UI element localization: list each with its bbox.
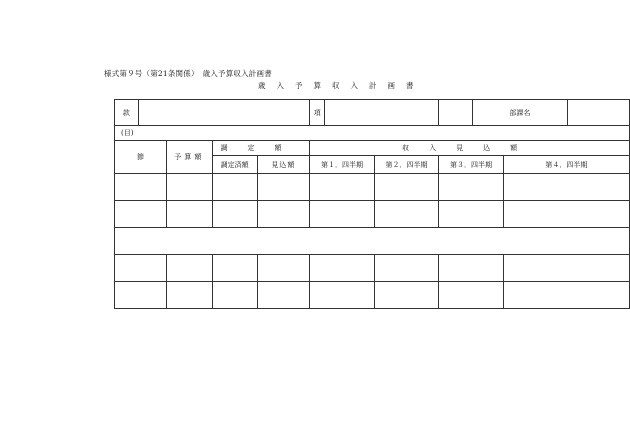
quarter-3-cell[interactable]: [439, 255, 504, 282]
mikomi-cell[interactable]: [257, 201, 310, 228]
table-row: [115, 255, 630, 282]
shunyu-mikomi-gaku-header: 収入見込額: [310, 141, 630, 156]
quarter-3-cell[interactable]: [439, 174, 504, 201]
quarter-2-cell[interactable]: [374, 282, 439, 309]
quarter-1-cell[interactable]: [310, 282, 375, 309]
mikomi-cell[interactable]: [257, 255, 310, 282]
table-row: [115, 201, 630, 228]
setsu-cell[interactable]: [115, 174, 167, 201]
quarter-4-header: 第４．四半期: [503, 156, 629, 174]
quarter-3-cell[interactable]: [439, 282, 504, 309]
quarter-2-cell[interactable]: [374, 201, 439, 228]
yosan-cell[interactable]: [167, 174, 213, 201]
department-label: 部課名: [473, 100, 568, 126]
yosan-gaku-header: 予算額: [167, 141, 213, 174]
kou-spacer: [439, 100, 473, 126]
header-info-row: [115, 100, 630, 126]
mikomi-cell[interactable]: [257, 282, 310, 309]
quarter-4-cell[interactable]: [503, 282, 629, 309]
column-header-row-1: [115, 141, 630, 156]
yosan-cell[interactable]: [167, 282, 213, 309]
kan-label: 款: [115, 100, 139, 126]
setsu-cell[interactable]: [115, 282, 167, 309]
quarter-3-header: 第３．四半期: [439, 156, 504, 174]
chotei-sumi-header: 調定済額: [212, 156, 257, 174]
moku-row: [115, 126, 630, 141]
mikomi-header: 見込額: [257, 156, 310, 174]
quarter-1-cell[interactable]: [310, 174, 375, 201]
chotei-gaku-header: 調定額: [212, 141, 310, 156]
merged-row: [115, 228, 630, 255]
kou-field[interactable]: [325, 100, 439, 126]
quarter-2-header: 第２．四半期: [374, 156, 439, 174]
yosan-cell[interactable]: [167, 201, 213, 228]
table-row: [115, 174, 630, 201]
chotei-sumi-cell[interactable]: [212, 282, 257, 309]
form-number: 様式第９号（第21条関係） 歳入予算収入計画書: [104, 69, 272, 78]
kou-label: 項: [310, 100, 325, 126]
chotei-sumi-cell[interactable]: [212, 255, 257, 282]
quarter-2-cell[interactable]: [374, 174, 439, 201]
revenue-plan-table: [114, 99, 630, 309]
quarter-2-cell[interactable]: [374, 255, 439, 282]
mikomi-cell[interactable]: [257, 174, 310, 201]
setsu-cell[interactable]: [115, 201, 167, 228]
quarter-4-cell[interactable]: [503, 255, 629, 282]
quarter-4-cell[interactable]: [503, 174, 629, 201]
chotei-sumi-cell[interactable]: [212, 174, 257, 201]
setsu-header: 節: [115, 141, 167, 174]
merged-cell[interactable]: [115, 228, 630, 255]
department-field[interactable]: [567, 100, 629, 126]
quarter-1-cell[interactable]: [310, 255, 375, 282]
chotei-sumi-cell[interactable]: [212, 201, 257, 228]
quarter-1-cell[interactable]: [310, 201, 375, 228]
setsu-cell[interactable]: [115, 255, 167, 282]
quarter-4-cell[interactable]: [503, 201, 629, 228]
quarter-3-cell[interactable]: [439, 201, 504, 228]
kan-field[interactable]: [138, 100, 310, 126]
table-row: [115, 282, 630, 309]
yosan-cell[interactable]: [167, 255, 213, 282]
moku-label: (目): [115, 126, 630, 141]
quarter-1-header: 第１．四半期: [310, 156, 375, 174]
document-title: 歳入予算収入計画書: [258, 81, 425, 90]
